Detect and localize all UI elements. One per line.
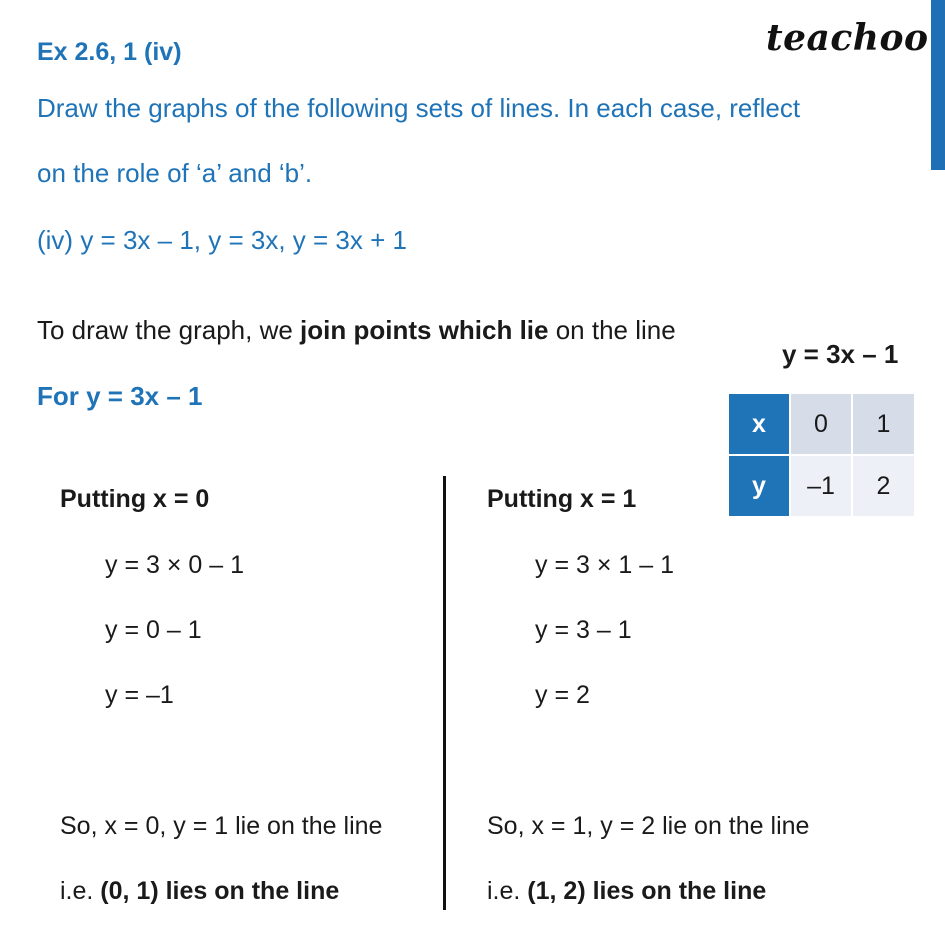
table-label-y: y	[729, 456, 789, 516]
right-result	[487, 875, 766, 907]
right-ie-bold: (1, 2) lies on the line	[527, 877, 767, 905]
right-ie-prefix: i.e.	[487, 877, 528, 905]
right-step-3: y = 2	[535, 681, 590, 709]
table-cell: 0	[791, 394, 851, 454]
table-row-x	[729, 394, 914, 454]
brand-logo: teachoo	[766, 17, 929, 59]
intro-text	[37, 314, 676, 346]
table-row-y	[729, 456, 914, 516]
table-cell: –1	[791, 456, 851, 516]
table-title: y = 3x – 1	[782, 339, 899, 369]
left-result	[60, 875, 339, 907]
right-conclusion: So, x = 1, y = 2 lie on the line	[487, 812, 810, 840]
left-step-2: y = 0 – 1	[105, 616, 202, 644]
left-ie-prefix: i.e.	[60, 877, 101, 905]
right-heading: Putting x = 1	[487, 485, 637, 513]
left-ie-bold: (0, 1) lies on the line	[100, 877, 340, 905]
table-cell: 2	[853, 456, 914, 516]
intro-bold: join points which lie	[300, 315, 549, 345]
right-step-1: y = 3 × 1 – 1	[535, 551, 674, 579]
left-step-3: y = –1	[105, 681, 174, 709]
table-cell: 1	[853, 394, 914, 454]
section-title: For y = 3x – 1	[37, 381, 203, 411]
left-conclusion: So, x = 0, y = 1 lie on the line	[60, 812, 383, 840]
xy-table	[727, 392, 916, 518]
left-step-1: y = 3 × 0 – 1	[105, 551, 244, 579]
exercise-title: Ex 2.6, 1 (iv)	[37, 38, 182, 66]
column-divider	[443, 476, 446, 910]
intro-suffix: on the line	[548, 315, 676, 345]
question-line-2: on the role of ‘a’ and ‘b’.	[37, 158, 313, 188]
question-line-3: (iv) y = 3x – 1, y = 3x, y = 3x + 1	[37, 225, 407, 255]
question-line-1: Draw the graphs of the following sets of lines. In each case, reflect	[37, 93, 801, 123]
side-accent-bar	[931, 0, 945, 170]
table-label-x: x	[729, 394, 789, 454]
left-heading: Putting x = 0	[60, 485, 210, 513]
intro-prefix: To draw the graph, we	[37, 315, 301, 345]
right-step-2: y = 3 – 1	[535, 616, 632, 644]
